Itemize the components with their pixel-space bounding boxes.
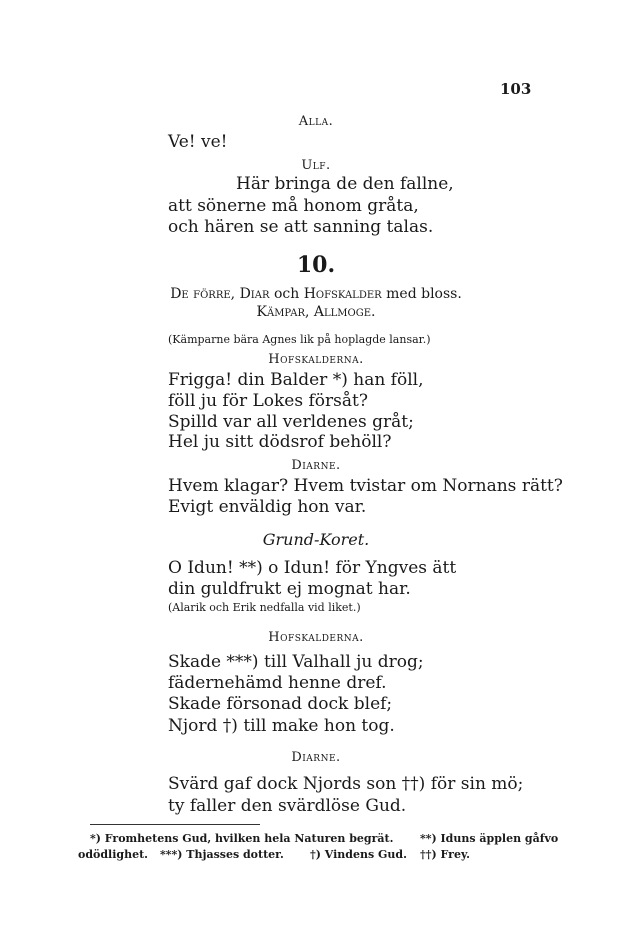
cast-conj: och (273, 286, 300, 302)
cast-item: Diar (239, 286, 270, 302)
verse-line: din guldfrukt ej mognat har. (168, 579, 411, 599)
cast-list (0, 286, 632, 302)
footnote: **) Iduns äpplen gåfvo (420, 832, 559, 845)
speaker-diarne: Diarne. (291, 458, 341, 473)
cast-item: Hofskalder (303, 286, 382, 302)
verse-line: Spilld var all verldenes gråt; (168, 412, 414, 432)
speaker-hofskalderna: Hofskalderna. (268, 630, 364, 645)
chorus-heading: Grund-Koret. (262, 530, 370, 549)
verse-line: Ve! ve! (168, 132, 228, 152)
cast-item: Kämpar, Allmoge. (256, 304, 376, 320)
verse-line: O Idun! **) o Idun! för Yngves ätt (168, 558, 457, 578)
verse-line: Här bringa de den fallne, (236, 174, 454, 194)
speaker-ulf: Ulf. (301, 158, 331, 173)
stage-direction: (Kämparne bära Agnes lik på hoplagde lansar.) (168, 333, 431, 346)
scene-number: 10. (296, 252, 336, 278)
verse-line: Skade försonad dock blef; (168, 694, 393, 714)
verse-line: att sönerne må honom gråta, (168, 196, 419, 216)
verse-line: Skade ***) till Valhall ju drog; (168, 652, 424, 672)
verse-line: Hel ju sitt dödsrof behöll? (168, 432, 392, 452)
footnote: ††) Frey. (420, 848, 470, 861)
verse-line: föll ju för Lokes försåt? (168, 391, 368, 411)
footnote: ***) Thjasses dotter. (160, 848, 284, 861)
verse-line: Svärd gaf dock Njords son ††) för sin mö; (168, 774, 524, 794)
verse-line: Hvem klagar? Hvem tvistar om Nornans rätt? (168, 476, 563, 496)
footnote: odödlighet. (78, 848, 149, 861)
footnote: *) Fromhetens Gud, hvilken hela Naturen begrät. (90, 832, 394, 845)
speaker-diarne: Diarne. (291, 750, 341, 765)
verse-line: Frigga! din Balder *) han föll, (168, 370, 424, 390)
footnote: †) Vindens Gud. (310, 848, 407, 861)
speaker-alla: Alla. (298, 114, 334, 129)
verse-line: fädernehämd henne dref. (168, 673, 387, 693)
cast-item: De förre, (170, 286, 236, 302)
cast-list-2 (0, 304, 632, 320)
cast-note: med bloss. (386, 286, 462, 302)
verse-line: ty faller den svärdlöse Gud. (168, 796, 407, 816)
verse-line: och hären se att sanning talas. (168, 217, 434, 237)
verse-line: Njord †) till make hon tog. (168, 716, 395, 736)
page-number: 103 (500, 80, 532, 98)
verse-line: Evigt enväldig hon var. (168, 497, 367, 517)
footnote-rule (90, 824, 260, 825)
stage-direction: (Alarik och Erik nedfalla vid liket.) (168, 601, 361, 614)
speaker-hofskalderna: Hofskalderna. (268, 352, 364, 367)
